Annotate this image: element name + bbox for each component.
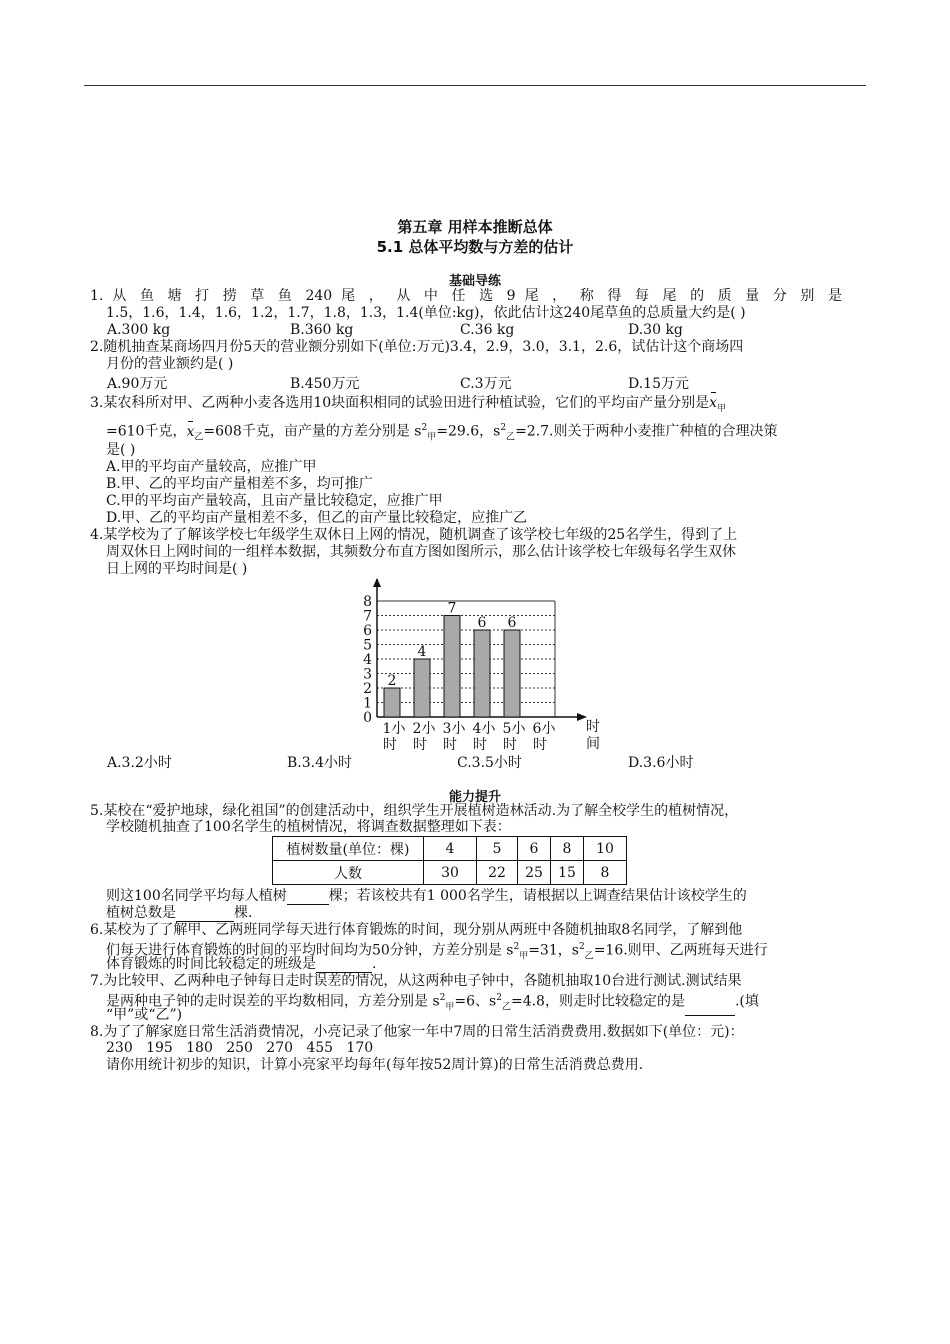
q1-option-a: A.300 kg	[107, 322, 171, 338]
q6-line2: 们每天进行体育锻炼的时间的平均时间均为50分钟，方差分别是 $s^2_甲=31$，$s^2_乙=16$.则甲、乙两班每天进行	[106, 942, 768, 962]
q3-line3: 是( )	[106, 442, 136, 458]
bar-data-label: 6	[477, 615, 487, 631]
section-advanced-heading: 能力提升	[448, 790, 501, 805]
q2-line2: 月份的营业额约是( )	[106, 356, 234, 372]
q3-option-a: A.甲的平均亩产量较高，应推广甲	[106, 459, 317, 475]
bar-data-label: 6	[507, 615, 517, 631]
q2-line1: 2.随机抽查某商场四月份5天的营业额分别如下(单位:万元)3.4，2.9，3.0，3.1，2.6，试估计这个商场四	[90, 339, 744, 355]
x-axis-label: 时	[586, 719, 600, 735]
table-cell: 22	[477, 861, 518, 885]
table-cell: 10	[584, 837, 627, 861]
q4-option-a: A.3.2小时	[107, 755, 172, 771]
q2-option-c: C.3万元	[460, 376, 512, 392]
table-cell: 4	[424, 837, 477, 861]
table-cell: 6	[518, 837, 551, 861]
bar-data-label: 4	[417, 644, 427, 660]
q2-option-b: B.450万元	[290, 376, 360, 392]
q3-option-d: D.甲、乙的平均亩产量相差不多，但乙的亩产量比较稳定，应推广乙	[106, 510, 528, 526]
y-tick-label: 8	[363, 594, 372, 610]
y-tick-label: 5	[363, 637, 372, 654]
q1-line1: 1. 从 鱼 塘 打 捞 草 鱼 240 尾 ， 从 中 任 选 9 尾 ， 称 得 每 尾 的 质 量 分 别 是	[90, 288, 842, 304]
q1-option-d: D.30 kg	[628, 322, 683, 338]
chapter-title: 第五章 用样本推断总体	[397, 218, 553, 236]
y-tick-label: 0	[363, 710, 372, 726]
q8-values: 230 195 180 250 270 455 170	[106, 1040, 374, 1056]
y-tick-label: 1	[363, 695, 372, 712]
header-rule	[84, 85, 866, 86]
table-cell: 植树数量(单位：棵)	[273, 837, 424, 861]
y-tick-label: 6	[363, 623, 372, 639]
q5-line4: 植树总数是 棵.	[106, 905, 253, 921]
y-tick-label: 4	[363, 652, 372, 668]
table-cell: 人数	[273, 861, 424, 885]
q8-line3: 请你用统计初步的知识，计算小亮家平均每年(每年按52周计算)的日常生活消费总费用.	[106, 1057, 644, 1073]
x-tick-label-line2: 时	[473, 737, 487, 753]
q5-line3: 则这100名同学平均每人植树 棵；若该校共有1 000名学生，请根据以上调查结果估计该校学生的	[106, 888, 747, 904]
x-tick-label-line2: 时	[533, 737, 547, 753]
bar-data-label: 2	[387, 673, 397, 689]
lesson-title: 5.1 总体平均数与方差的估计	[376, 238, 574, 256]
q7-line2: 是两种电子钟的走时误差的平均数相同，方差分别是 $s^2_甲=6$、$s^2_乙=4.8$，则走时比较稳定的是 .(填	[106, 990, 759, 1016]
q6-line1: 6.某校为了了解甲、乙两班同学每天进行体育锻炼的时间，现分别从两班中各随机抽取8名同学，了解到他	[90, 922, 743, 938]
x-tick-label: 6小	[532, 721, 556, 737]
x-tick-label: 2小	[412, 721, 436, 737]
q5-line1: 5.某校在“爱护地球，绿化祖国”的创建活动中，组织学生开展植树造林活动.为了解全校学生的植树情况，	[90, 803, 739, 819]
q1-line2: 1.5，1.6，1.4，1.6，1.2，1.7，1.8，1.3，1.4(单位:kg)，依此估计这240尾草鱼的总质量大约是( )	[106, 305, 746, 321]
q5-line2: 学校随机抽查了100名学生的植树情况，将调查数据整理如下表：	[106, 819, 511, 835]
table-cell: 30	[424, 861, 477, 885]
table-cell: 8	[551, 837, 584, 861]
q4-line1: 4.某学校为了了解该学校七年级学生双休日上网的情况，随机调查了该学校七年级的25名学生，得到了上	[90, 527, 738, 543]
table-row	[273, 837, 627, 861]
q3-option-c: C.甲的平均亩产量较高，且亩产量比较稳定，应推广甲	[106, 493, 443, 509]
x-tick-label: 5小	[502, 721, 526, 737]
q4-line2: 周双休日上网时间的一组样本数据，其频数分布直方图如图所示，那么估计该学校七年级每名学生双休	[106, 544, 736, 560]
table-cell: 25	[518, 861, 551, 885]
q1-option-b: B.360 kg	[290, 322, 354, 338]
table-cell: 5	[477, 837, 518, 861]
table-row	[273, 861, 627, 885]
histogram-chart	[360, 575, 600, 755]
histogram-bar	[474, 630, 490, 717]
y-tick-label: 2	[363, 681, 372, 697]
x-tick-label-line2: 时	[413, 737, 427, 753]
table-cell: 8	[584, 861, 627, 885]
y-tick-label: 7	[363, 608, 372, 625]
answer-blank[interactable]	[287, 904, 329, 905]
x-tick-label-line2: 时	[383, 737, 397, 753]
y-axis-arrow-icon	[373, 578, 381, 587]
q7-line1: 7.为比较甲、乙两种电子钟每日走时误差的情况，从这两种电子钟中，各随机抽取10台进行测试.测试结果	[90, 973, 742, 989]
histogram-bar	[414, 659, 430, 717]
q4-option-b: B.3.4小时	[287, 755, 353, 771]
q4-option-c: C.3.5小时	[457, 755, 522, 771]
q4-option-d: D.3.6小时	[628, 755, 694, 771]
q2-option-a: A.90万元	[107, 376, 168, 392]
tree-planting-table	[272, 836, 627, 885]
histogram-bar	[384, 688, 400, 717]
q8-line1: 8.为了了解家庭日常生活消费情况，小亮记录了他家一年中7周的日常生活消费费用.数据如下(单位：元)：	[90, 1024, 744, 1040]
q7-line3: “甲”或“乙”)	[106, 1007, 183, 1023]
x-tick-label: 4小	[472, 721, 496, 737]
q3-option-b: B.甲、乙的平均亩产量相差不多，均可推广	[106, 476, 373, 492]
x-tick-label: 3小	[442, 721, 466, 737]
histogram-bar	[444, 616, 460, 718]
x-tick-label: 1小	[382, 721, 406, 737]
q4-line3: 日上网的平均时间是( )	[106, 561, 248, 577]
q3-line2: =610千克，$x_乙=608$千克，亩产量的方差分别是 $s^2_甲=29.6$，$s^2_乙=2.7$.则关于两种小麦推广种植的合理决策	[106, 423, 778, 443]
x-tick-label-line2: 时	[443, 737, 457, 753]
y-tick-label: 3	[363, 666, 372, 683]
section-basic-heading: 基础导练	[448, 274, 501, 289]
mean-x-symbol: x	[186, 423, 195, 440]
q2-option-d: D.15万元	[628, 376, 689, 392]
table-cell: 15	[551, 861, 584, 885]
answer-blank[interactable]	[685, 1015, 735, 1016]
mean-x-symbol: x	[709, 395, 718, 411]
q6-line3: 体育锻炼的时间比较稳定的班级是 .	[106, 956, 377, 972]
q3-line1: 3.某农科所对甲、乙两种小麦各选用10块面积相同的试验田进行种植试验，它们的平均亩产量分别是$x_甲$	[90, 395, 727, 414]
x-tick-label-line2: 时	[503, 737, 517, 753]
q1-option-c: C.36 kg	[460, 322, 515, 338]
x-axis-label-line2: 间	[586, 736, 600, 752]
bar-data-label: 7	[447, 600, 457, 617]
histogram-bar	[504, 630, 520, 717]
